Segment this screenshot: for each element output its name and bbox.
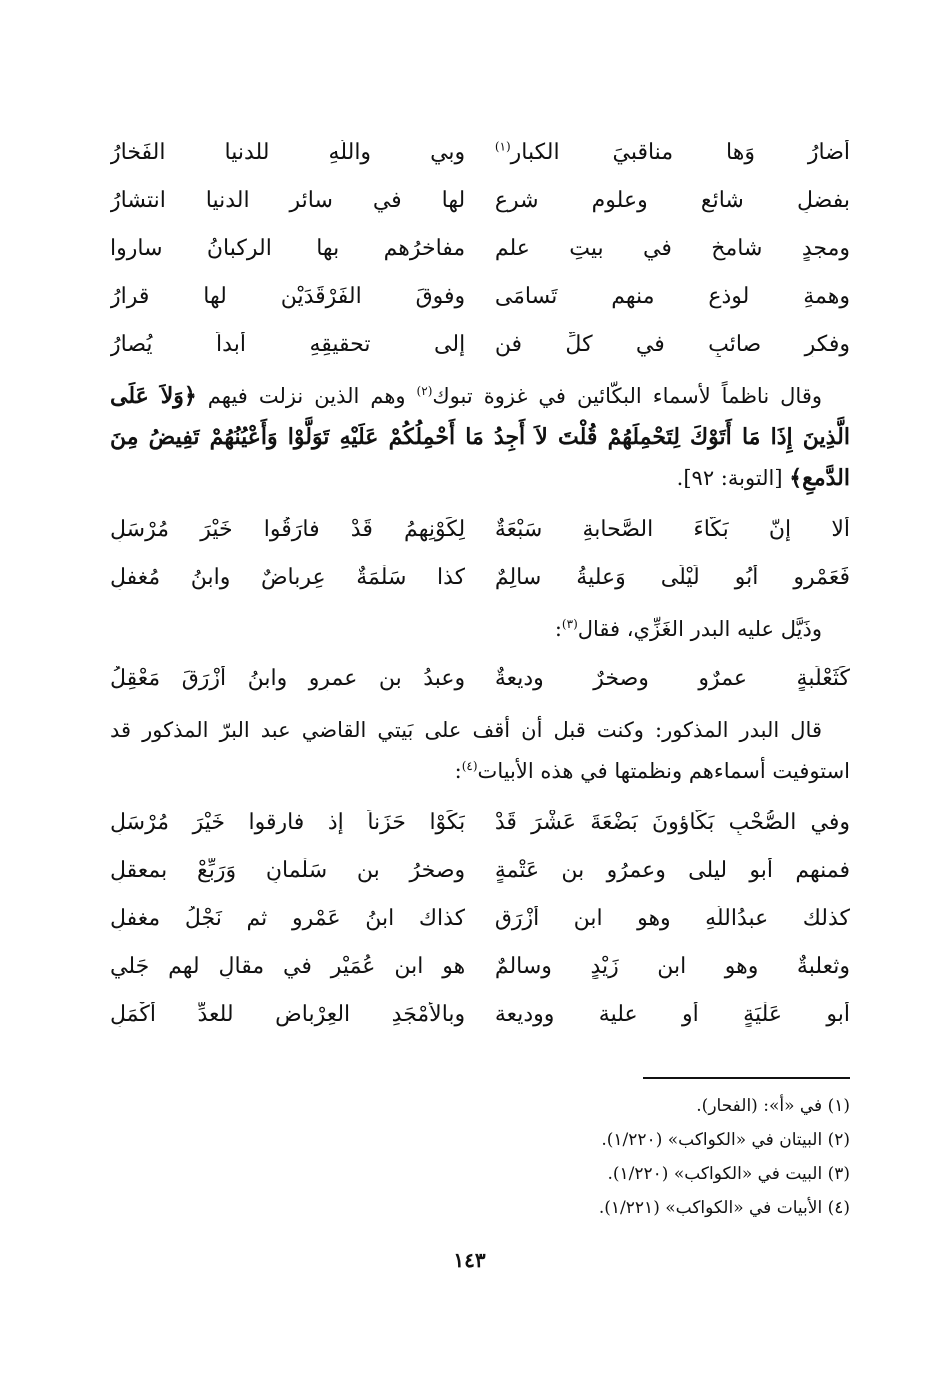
footnote-item: (٤) الأبيات في «الكواكب» (١/٢٢١).: [598, 1198, 850, 1218]
hemistich-left: مفاخرُهم بها الركبانُ ساروا: [110, 235, 466, 261]
intro-appendix: وذَيَّل عليه البدر الغَزِّي، فقال$^{(٣)}$:: [554, 617, 822, 641]
footnote-divider: [643, 1077, 850, 1079]
hemistich-left: كذاك ابنُ عَمْرو ثم نَجْلُ مغفلِ: [110, 905, 466, 931]
hemistich-left: وبالأمْجَدِ العِرْباضِ للعدِّ أكْمَلِ: [110, 1001, 466, 1027]
hemistich-right: وفي الصُّحْبِ بَكّاؤونَ بَضْعَةَ عَشْرَ قَدْ: [494, 809, 850, 835]
footnote-ref: (١): [494, 139, 511, 154]
verse: [110, 942, 850, 990]
verse: [110, 505, 850, 553]
footnote-item: (١) في «أ»: (الفحار).: [696, 1096, 850, 1116]
hemistich-left: وصخرُ بن سَلْمانٍ وَرَبِّعْ بمعقلِ: [110, 857, 466, 883]
verse: [110, 798, 850, 846]
quran-citation: [التوبة: ٩٢].: [676, 466, 790, 490]
hemistich-right: أبو عَلْيَةٍ أو علية ووديعة: [494, 1001, 850, 1027]
hemistich-right: بفضلٍ شائعٍ وعلومِ شرعٍ: [494, 187, 850, 213]
hemistich-right: ألا إنّ بَكّاءَ الصَّحابةِ سَبْعَةٌ: [494, 516, 850, 542]
verse: [110, 654, 850, 702]
footnote-item: (٣) البيت في «الكواكب» (١/٢٢٠).: [607, 1164, 850, 1184]
verse: [110, 272, 850, 320]
poem-1: [110, 128, 850, 368]
hemistich-right: كَثَعْلَبةٍ عمرٌو وصخرٌ وديعةٌ: [494, 665, 850, 691]
verse: [110, 128, 850, 176]
footnotes: [420, 1089, 850, 1225]
verse: [110, 553, 850, 601]
footnote-ref: (٢): [416, 384, 433, 398]
hemistich-left: وفوقَ الفَرْقَدَيْن لها قرارُ: [110, 283, 466, 309]
verse: [110, 846, 850, 894]
hemistich-right: فمنهم أبو ليلى وعمرُو بن عَتْمةٍ: [494, 857, 850, 883]
hemistich-right: وفكرٍ صائبٍ في كلِّ فنٍ: [494, 331, 850, 357]
verse: [110, 894, 850, 942]
hemistich-right: ومجدٍ شامخٍ في بيتِ علمٍ: [494, 235, 850, 261]
poem-2: [110, 505, 850, 601]
hemistich-left: لها في سائرِ الدنيا انتشارُ: [110, 187, 466, 213]
hemistich-right: كذلك عبدُاللّهِ وهو ابن أزْرَقٍ: [494, 905, 850, 931]
footnote-item: (٢) البيتان في «الكواكب» (١/٢٢٠).: [601, 1130, 850, 1150]
hemistich-left: إلى تحقيقِهِ أبداً يُصارُ: [110, 331, 466, 357]
hemistich-left: وعبدُ بن عمرٍو وابنُ أزْرَقَ مَعْقِلُ: [110, 665, 466, 691]
hemistich-right: فَعَمْرو أَبُو لَيْلَى وَعليةُ سالِمٌ: [494, 564, 850, 590]
poem-3: [110, 654, 850, 702]
verse: [110, 224, 850, 272]
quran-verse: ﴿وَلاَ عَلَى الَّذِينَ إِذَا مَا أَتَوْكَ لِتَحْمِلَهُمْ قُلْتَ لاَ أَجِدُ مَا أَحْمِلُكُمْ عَلَيْهِ تَوَلَّوْا وَأَعْيُنُهُمْ تَفِيضُ مِنَ الدَّمعِ﴾: [110, 383, 850, 491]
footnote-ref: (٤): [461, 759, 478, 773]
page-body: [110, 128, 850, 1038]
verse: [110, 176, 850, 224]
hemistich-right: وهمةِ لوذعٍ منهم تَسامَى: [494, 283, 850, 309]
hemistich-left: كذا سَلْمَةٌ عِرباضٌ وابنُ مُغفلِ: [110, 564, 466, 590]
hemistich-left: بَكَوْا حَزَناً إذ فارقوا خَيْرَ مُرْسَلِ: [110, 809, 466, 835]
verse: [110, 990, 850, 1038]
hemistich-right: أُضارُ وَها مناقبيَ الكبار$^{(١)}$: [494, 139, 850, 165]
hemistich-left: لِكَوْنِهِمُ قَدْ فارَقُوا خَيْرَ مُرْسَلِ: [110, 516, 466, 542]
hemistich-left: وبي واللّهِ للدنيا الفَخارُ: [110, 139, 466, 165]
hemistich-right: وثعلبةٌ وهو ابن زَيْدٍ وسالمٌ: [494, 953, 850, 979]
footnote-ref: (٣): [561, 617, 578, 631]
paragraph-badr: قال البدر المذكور: وكنت قبل أن أقف على بَيتي القاضي عبد البرّ المذكور قد استوفيت أسماءهم ونظمتها في هذه الأبيات$^{(٤)}$:: [110, 718, 850, 783]
hemistich-left: هو ابن عُمَيْرٍ في مقالٍ لهم جَلي: [110, 953, 466, 979]
page-number: ١٤٣: [453, 1248, 486, 1272]
paragraph-weepers: وقال ناظماً لأسماء البكّائين في غزوة تبوك$^{(٢)}$ وهم الذين نزلت فيهم ﴿وَلاَ عَلَى الَّذِينَ إِذَا مَا أَتَوْكَ لِتَحْمِلَهُمْ قُلْتَ لاَ أَجِدُ مَا أَحْمِلُكُمْ عَلَيْهِ تَوَلَّوْا وَأَعْيُنُهُمْ تَفِيضُ مِنَ الدَّمعِ﴾ [التوبة: ٩٢].: [110, 383, 850, 491]
poem-4: [110, 798, 850, 1038]
verse: [110, 320, 850, 368]
